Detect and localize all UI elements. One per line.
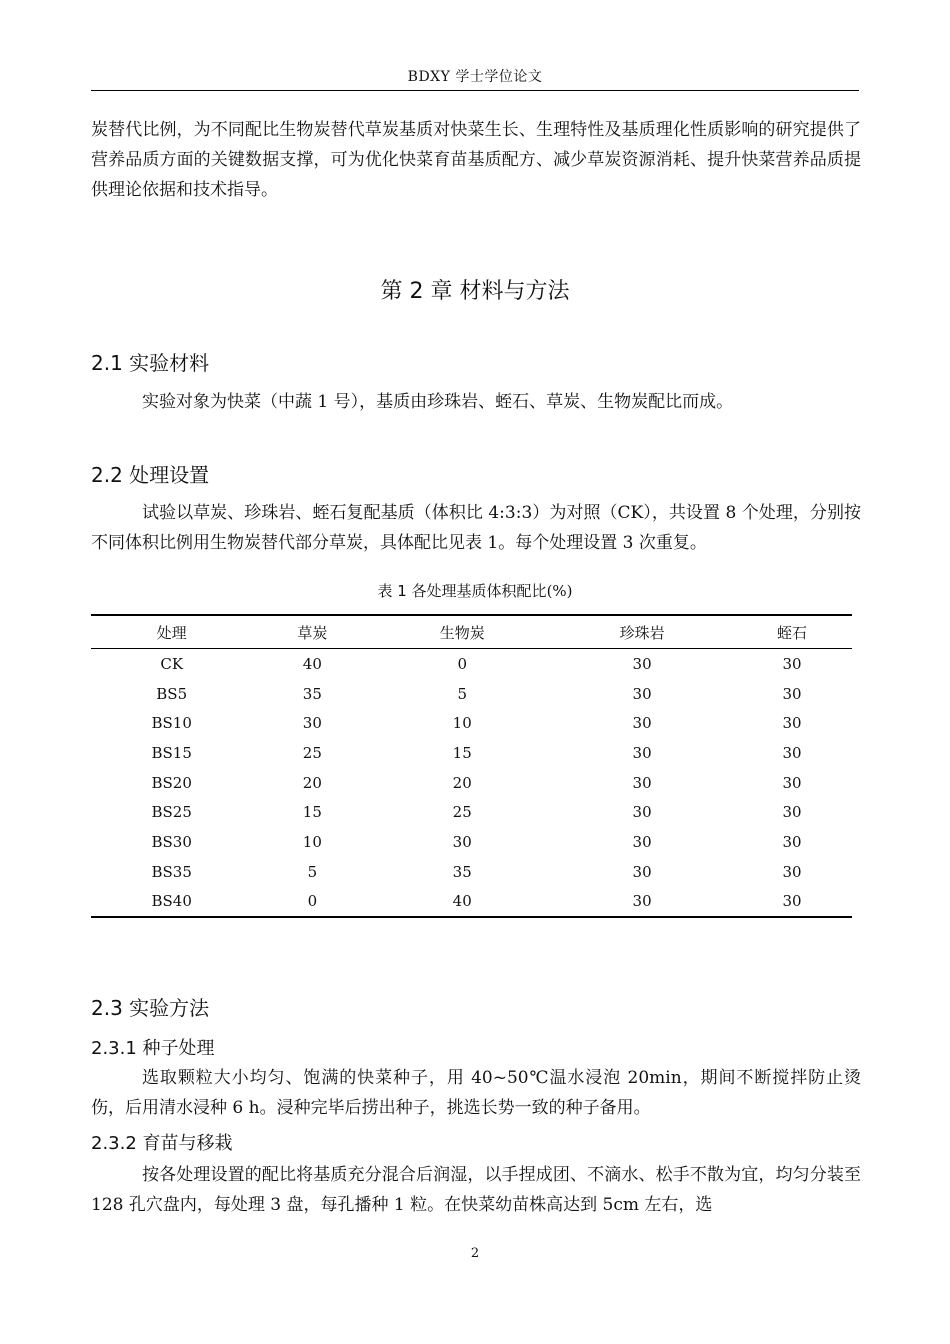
table-cell: BS5 (156, 684, 188, 703)
substrate-ratio-table (91, 614, 852, 918)
table-cell: 40 (452, 892, 472, 911)
table-cell: 20 (302, 773, 322, 792)
table-header-cell: 蛭石 (777, 623, 808, 642)
table-row (91, 887, 852, 918)
table-cell: 30 (632, 714, 652, 733)
section-heading-2-2: 2.2 处理设置 (91, 463, 210, 487)
table-cell: 30 (782, 654, 802, 673)
section-heading-2-3: 2.3 实验方法 (91, 996, 210, 1020)
table-cell: BS15 (151, 743, 192, 762)
table-cell: 25 (452, 803, 472, 822)
subsection-heading-2-3-1: 2.3.1 种子处理 (91, 1038, 215, 1059)
chapter-title: 第 2 章 材料与方法 (380, 279, 570, 304)
table-cell: 10 (302, 832, 322, 851)
running-header: BDXY 学士学位论文 (407, 69, 543, 85)
table-cell: 15 (302, 803, 322, 822)
table-cell: 20 (452, 773, 472, 792)
table-row (91, 827, 852, 857)
table-cell: BS10 (151, 714, 192, 733)
table-header-cell: 珍珠岩 (619, 623, 665, 642)
table-row (91, 679, 852, 709)
table-cell: 10 (452, 714, 472, 733)
table-cell: 30 (782, 892, 802, 911)
header-rule (91, 90, 859, 91)
table-cell: BS25 (151, 803, 192, 822)
table-cell: 35 (452, 862, 472, 881)
table-header-row (91, 615, 852, 649)
table-cell: 40 (302, 654, 322, 673)
table-cell: 30 (782, 714, 802, 733)
table-cell: 15 (452, 743, 472, 762)
table-cell: 0 (307, 892, 318, 911)
table-cell: 30 (632, 743, 652, 762)
table-row (91, 768, 852, 798)
table-caption-unit: (%) (546, 582, 573, 600)
table-cell: BS35 (151, 862, 192, 881)
table-cell: 30 (782, 803, 802, 822)
table-cell: 30 (782, 832, 802, 851)
table-header-cell: 处理 (156, 623, 187, 642)
table-cell: 30 (632, 654, 652, 673)
table-cell: 30 (782, 743, 802, 762)
table-header-cell: 草炭 (297, 623, 328, 642)
table-cell: 35 (302, 684, 322, 703)
table-cell: 5 (457, 684, 467, 703)
table-row (91, 797, 852, 827)
page-number: 2 (470, 1246, 480, 1261)
table-cell: BS20 (151, 773, 192, 792)
table-caption (0, 580, 950, 601)
table-row (91, 857, 852, 887)
section-heading-2-1: 2.1 实验材料 (91, 351, 210, 375)
table-cell: 30 (782, 862, 802, 881)
table-row (91, 649, 852, 679)
table-cell: BS30 (151, 832, 192, 851)
table-cell: 0 (457, 654, 467, 673)
table-cell: CK (160, 654, 184, 673)
table-caption-label: 表 1 各处理基质体积配比 (377, 582, 547, 600)
table-cell: 30 (632, 803, 652, 822)
table-cell: 30 (632, 684, 652, 703)
table-cell: 30 (632, 773, 652, 792)
table-cell: 30 (782, 773, 802, 792)
section-2-2-body: 试验以草炭、珍珠岩、蛭石复配基质（体积比 4:3:3）为对照（CK），共设置 8 个处理，分别按不同体积比例用生物炭替代部分草炭，具体配比见表 1。每个处理设置 3 次重复。 (91, 503, 861, 553)
subsection-2-3-2-body: 按各处理设置的配比将基质充分混合后润湿，以手捏成团、不滴水、松手不散为宜，均匀分装至 128 孔穴盘内，每处理 3 盘，每孔播种 1 粒。在快菜幼苗株高达到 5cm 左右，选 (91, 1165, 861, 1215)
table-row (91, 708, 852, 738)
table-cell: 30 (782, 684, 802, 703)
table-cell: 30 (632, 862, 652, 881)
table-cell: 30 (632, 832, 652, 851)
subsection-heading-2-3-2: 2.3.2 育苗与移栽 (91, 1133, 233, 1154)
table-cell: BS40 (151, 892, 192, 911)
subsection-2-3-1-body: 选取颗粒大小均匀、饱满的快菜种子，用 40~50℃温水浸泡 20min，期间不断搅拌防止烫伤，后用清水浸种 6 h。浸种完毕后捞出种子，挑选长势一致的种子备用。 (91, 1068, 861, 1118)
table-cell: 30 (452, 832, 472, 851)
section-2-1-body: 实验对象为快菜（中蔬 1 号），基质由珍珠岩、蛭石、草炭、生物炭配比而成。 (142, 392, 734, 412)
intro-paragraph: 炭替代比例，为不同配比生物炭替代草炭基质对快菜生长、生理特性及基质理化性质影响的研究提供了营养品质方面的关键数据支撑，可为优化快菜育苗基质配方、减少草炭资源消耗、提升快菜营养品质提供理论依据和技术指导。 (91, 120, 861, 200)
table-cell: 25 (302, 743, 322, 762)
table-cell: 30 (632, 892, 652, 911)
table-cell: 30 (302, 714, 322, 733)
table-cell: 5 (307, 862, 318, 881)
table-header-cell: 生物炭 (439, 623, 485, 642)
table-row (91, 738, 852, 768)
